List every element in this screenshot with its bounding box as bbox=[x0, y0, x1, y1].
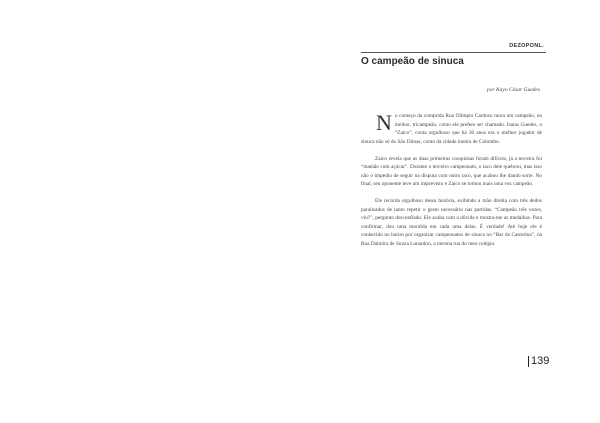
paragraph-1-text: o começo da comprida Rua Olímpio Cardoso mora um campeão, ou melhor, tricampeão, como ele prefere ser chamado. Isaías Guedes, o “Zaico”, conta orgulhoso que há 30 anos era o melhor jogador de sinuca não só do São Dimas, como da cidade inteira de Colombo. bbox=[361, 113, 542, 145]
article-body bbox=[361, 112, 542, 257]
section-label: DEZOPONL. bbox=[509, 43, 544, 49]
paragraph-1 bbox=[361, 112, 542, 146]
page-number: 139 bbox=[528, 356, 549, 367]
paragraph-3: Ele recorda orgulhoso dessa história, exibindo a mão direita com três dedos paralisados de tanto repetir o gesto necessário nas partidas. “Campeão três vezes, viu?”, pergunto desconfiado. Ele acaba com a dúvida e mostra-me as medalhas. Para confirmar, dou uma mordida em cada uma delas. É verdade! Até hoje ele é conhecido no bairro por organizar campeonatos de sinuca no “Bar da Casturina”, na Rua Dalmira de Souza Lunardon, a mesma rua do meu colégio. bbox=[361, 198, 542, 247]
header-rule bbox=[361, 52, 546, 53]
drop-cap: N bbox=[376, 110, 392, 135]
article-byline: por Kayo César Guedes bbox=[486, 87, 540, 93]
paragraph-2: Zaico revela que as duas primeiras conquistas foram difíceis, já a terceira foi “mamão com açúcar”. Durante o terceiro campeonato, o taco dele quebrou, mas isso não o impediu de seguir na disputa com outro taco, que acabou lhe dando sorte. No final, seu oponente teve um imprevisto e Zaico se tornou mais uma vez campeão. bbox=[361, 155, 542, 187]
article-title: O campeão de sinuca bbox=[361, 56, 464, 67]
